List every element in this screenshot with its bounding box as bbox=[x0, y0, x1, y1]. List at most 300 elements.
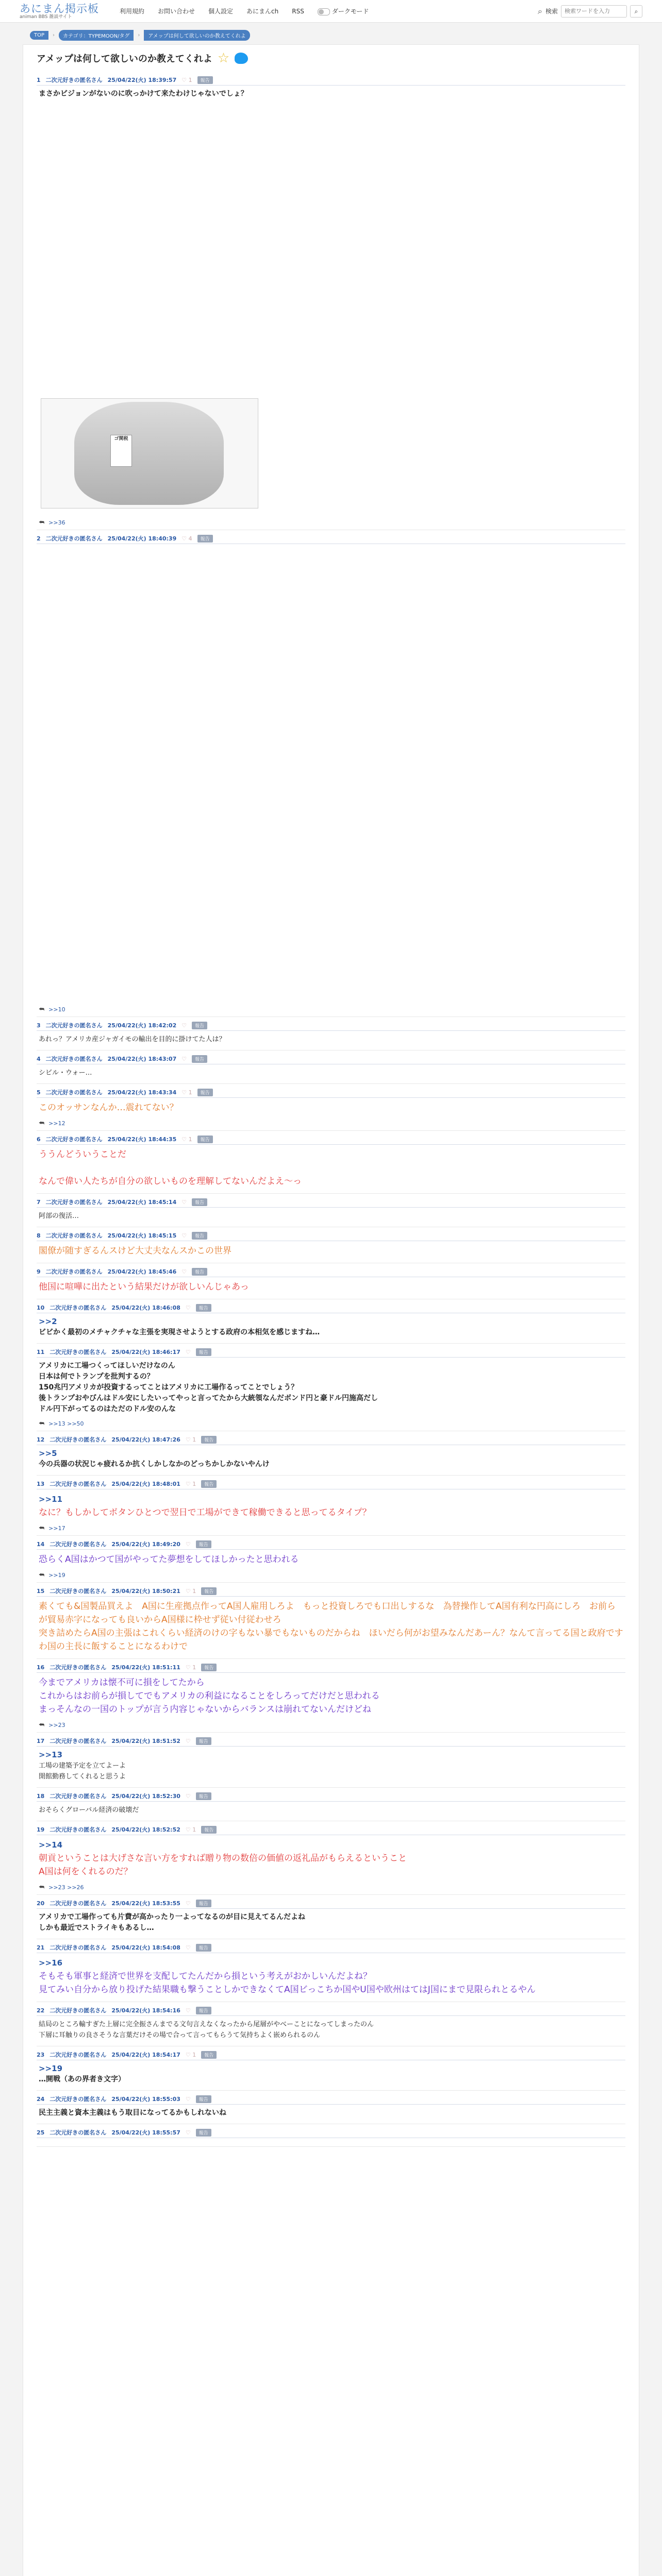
post-body bbox=[37, 1673, 625, 1721]
post bbox=[37, 1266, 625, 1299]
report-button[interactable]: 報告 bbox=[192, 1198, 207, 1206]
post-date: 25/04/22(火) 18:45:14 bbox=[107, 1199, 177, 1206]
post-number[interactable]: 16 bbox=[37, 1664, 45, 1671]
post-body bbox=[37, 1835, 625, 1884]
poster-name: 二次元好きの匿名さん bbox=[49, 2096, 107, 2103]
reply-icon: ⮪ bbox=[39, 1120, 45, 1127]
post-header bbox=[37, 1266, 625, 1277]
post-line: 開館勤務してくれると思うよ bbox=[39, 1773, 126, 1781]
post-line: しかも最近でストライキもあるし… bbox=[39, 1924, 154, 1932]
reply-anchor-link[interactable]: >>13 >>50 bbox=[48, 1420, 84, 1427]
post bbox=[37, 1479, 625, 1536]
like-button[interactable]: ♡ bbox=[181, 1022, 187, 1029]
poster-name: 二次元好きの匿名さん bbox=[49, 2007, 107, 2014]
post bbox=[37, 1134, 625, 1194]
like-button[interactable]: ♡ 1 bbox=[185, 1436, 196, 1443]
post bbox=[37, 2049, 625, 2091]
post-date: 25/04/22(火) 18:43:07 bbox=[107, 1056, 177, 1062]
like-button[interactable]: ♡ 4 bbox=[181, 535, 192, 542]
post-line bbox=[39, 1161, 623, 1175]
post-header bbox=[37, 1898, 625, 1909]
post-header bbox=[37, 1020, 625, 1031]
report-button[interactable]: 報告 bbox=[197, 76, 213, 84]
post-body bbox=[37, 1277, 625, 1299]
post-date: 25/04/22(火) 18:46:17 bbox=[111, 1349, 180, 1355]
site-logo[interactable] bbox=[20, 3, 99, 20]
post-date: 25/04/22(火) 18:40:39 bbox=[107, 535, 177, 542]
post bbox=[37, 1539, 625, 1583]
sign-text: ゴ関税 bbox=[110, 435, 132, 467]
like-button[interactable]: ♡ 1 bbox=[181, 76, 192, 83]
like-button[interactable]: ♡ bbox=[185, 1540, 191, 1548]
post-line: A国は何をくれるのだ？ bbox=[39, 1867, 133, 1877]
post-date: 25/04/22(火) 18:48:01 bbox=[111, 1481, 180, 1487]
report-button[interactable]: 報告 bbox=[201, 1664, 217, 1671]
post-number[interactable]: 2 bbox=[37, 535, 41, 542]
post-number[interactable]: 17 bbox=[37, 1737, 45, 1744]
post bbox=[37, 1434, 625, 1476]
post-body bbox=[37, 2060, 625, 2090]
post bbox=[37, 2127, 625, 2147]
post bbox=[37, 2094, 625, 2124]
reply-icon: ⮪ bbox=[39, 1884, 45, 1891]
reply-anchor[interactable]: >>19 bbox=[39, 2064, 63, 2073]
report-button[interactable]: 報告 bbox=[192, 1055, 207, 1063]
post-line: 素くても&国製品買えよ A国に生産拠点作ってA国人雇用しろよ もっと投資しろでも口出しするな 為替操作してA国有利な円高にしろ お前らが貿易赤字になっても良いからA国様に枠せず従い付従わせろ bbox=[39, 1601, 616, 1625]
post-header bbox=[37, 1662, 625, 1673]
post bbox=[37, 1197, 625, 1227]
post-date: 25/04/22(火) 18:51:11 bbox=[111, 1664, 180, 1671]
like-button[interactable]: ♡ bbox=[185, 1348, 191, 1355]
breadcrumb-separator: › bbox=[138, 32, 140, 38]
report-button[interactable]: 報告 bbox=[196, 2129, 211, 2137]
report-button[interactable]: 報告 bbox=[192, 1232, 207, 1240]
post-header bbox=[37, 1302, 625, 1313]
reply-icon: ⮪ bbox=[39, 1721, 45, 1728]
site-header bbox=[0, 0, 662, 23]
post-line: ううんどういうことだ bbox=[39, 1149, 126, 1160]
post-header bbox=[37, 1736, 625, 1747]
reply-anchor[interactable]: >>11 bbox=[39, 1495, 63, 1504]
post-line: そもそも軍事と経済で世界を支配してたんだから損という考えがおかしいんだよね？ bbox=[39, 1971, 372, 1981]
poster-name: 二次元好きの匿名さん bbox=[49, 1900, 107, 1907]
search-input[interactable] bbox=[561, 5, 627, 18]
nav-rss[interactable]: RSS bbox=[292, 7, 304, 15]
post-line: これからはお前らが損してでもアメリカの利益になることをしろってだけだと思われる bbox=[39, 1691, 380, 1701]
reply-links bbox=[37, 519, 625, 530]
post-line: 閣僚が随すぎるんスけど大丈夫なんスかこの世界 bbox=[39, 1246, 231, 1256]
post bbox=[37, 1054, 625, 1084]
post-number[interactable]: 15 bbox=[37, 1587, 45, 1595]
post-number[interactable]: 11 bbox=[37, 1348, 45, 1355]
report-button[interactable]: 報告 bbox=[192, 1268, 207, 1276]
post-line: このオッサンなんか…震れてない？ bbox=[39, 1103, 178, 1113]
post-number[interactable]: 9 bbox=[37, 1268, 41, 1275]
reply-icon: ⮪ bbox=[39, 519, 45, 526]
report-button[interactable]: 報告 bbox=[197, 535, 213, 543]
twitter-share-icon[interactable] bbox=[235, 53, 248, 64]
post-line: 民主主義と資本主義はもう取目になってるかもしれないね bbox=[39, 2109, 226, 2117]
post-date: 25/04/22(火) 18:45:15 bbox=[107, 1232, 177, 1239]
post-header bbox=[37, 1479, 625, 1489]
post-body bbox=[37, 1953, 625, 2002]
poster-name: 二次元好きの匿名さん bbox=[49, 1304, 107, 1311]
reply-links bbox=[37, 1006, 625, 1016]
post-line: 工場の建築予定を立てよーよ bbox=[39, 1762, 126, 1770]
report-button[interactable]: 報告 bbox=[196, 2095, 211, 2103]
search-submit-button[interactable]: ⌕ bbox=[630, 5, 642, 18]
post-line: まさかビジョンがないのに吹っかけて来たわけじゃないでしょ？ bbox=[39, 90, 248, 98]
reply-anchor-link[interactable]: >>36 bbox=[48, 519, 65, 526]
post-header bbox=[37, 1347, 625, 1358]
post-header bbox=[37, 75, 625, 86]
post bbox=[37, 1791, 625, 1821]
post-body bbox=[37, 2138, 625, 2146]
post-body bbox=[37, 1064, 625, 1083]
post-date: 25/04/22(火) 18:47:26 bbox=[111, 1436, 180, 1443]
post-header bbox=[37, 1197, 625, 1208]
poster-name: 二次元好きの匿名さん bbox=[45, 1022, 103, 1029]
reply-links bbox=[37, 1571, 625, 1582]
poster-name: 二次元好きの匿名さん bbox=[49, 1541, 107, 1548]
post-number[interactable]: 18 bbox=[37, 1792, 45, 1800]
nav-contact[interactable]: お問い合わせ bbox=[158, 8, 195, 15]
post-body bbox=[37, 1145, 625, 1193]
post-date: 25/04/22(火) 18:45:46 bbox=[107, 1268, 177, 1275]
reply-anchor[interactable]: >>5 bbox=[39, 1449, 57, 1458]
post bbox=[37, 1898, 625, 1939]
post-number[interactable]: 25 bbox=[37, 2129, 45, 2136]
post-header bbox=[37, 1539, 625, 1550]
post-header bbox=[37, 2005, 625, 2016]
post bbox=[37, 1824, 625, 1895]
post-date: 25/04/22(火) 18:52:30 bbox=[111, 1793, 180, 1800]
post bbox=[37, 1020, 625, 1050]
nav-terms[interactable]: 利用規約 bbox=[120, 8, 145, 15]
post-date: 25/04/22(火) 18:49:20 bbox=[111, 1541, 180, 1548]
post-body bbox=[37, 1031, 625, 1050]
post-list bbox=[37, 75, 625, 2147]
post-date: 25/04/22(火) 18:43:34 bbox=[107, 1089, 177, 1096]
post-number[interactable]: 13 bbox=[37, 1480, 45, 1487]
post-header bbox=[37, 1134, 625, 1145]
like-button[interactable]: ♡ bbox=[181, 1198, 187, 1206]
report-button[interactable]: 報告 bbox=[196, 1944, 211, 1952]
post-body bbox=[37, 1358, 625, 1420]
post-line: ドル円下がってるのはただのドル安のんな bbox=[39, 1405, 176, 1413]
post-date: 25/04/22(火) 18:54:16 bbox=[111, 2007, 180, 2014]
post-body bbox=[37, 1208, 625, 1227]
post-line: 突き詰めたらA国の主張はこれくらい経済のけの字もない暴でもないものだからね ほいだら何がお望みなんだあーん？なんて言ってる国と政府ですわ国の主長に飯することになるわけで bbox=[39, 1628, 623, 1652]
post-line: 今の兵器の状況じゃ疲れるか抗くしかしなかのどっちかしかないやんけ bbox=[39, 1460, 270, 1468]
poster-name: 二次元好きの匿名さん bbox=[49, 1481, 107, 1487]
post-date: 25/04/22(火) 18:55:03 bbox=[111, 2096, 180, 2103]
post-number[interactable]: 14 bbox=[37, 1540, 45, 1548]
post-number[interactable]: 23 bbox=[37, 2051, 45, 2058]
like-button[interactable]: ♡ 1 bbox=[185, 1664, 196, 1671]
poster-name: 二次元好きの匿名さん bbox=[45, 1199, 103, 1206]
post bbox=[37, 1302, 625, 1344]
post-header bbox=[37, 1230, 625, 1241]
post-body bbox=[37, 1241, 625, 1263]
poster-name: 二次元好きの匿名さん bbox=[49, 1436, 107, 1443]
reply-anchor[interactable]: >>16 bbox=[39, 1958, 63, 1968]
post-header bbox=[37, 1087, 625, 1098]
post-number[interactable]: 21 bbox=[37, 1944, 45, 1951]
reply-icon: ⮪ bbox=[39, 1420, 45, 1427]
post-body bbox=[37, 1313, 625, 1343]
poster-name: 二次元好きの匿名さん bbox=[45, 1136, 103, 1143]
poster-name: 二次元好きの匿名さん bbox=[49, 1793, 107, 1800]
post-line: シビル・ウォー… bbox=[39, 1069, 92, 1077]
post-line: 150兆円アメリカが投資するってことはアメリカに工場作るってことでしょう？ bbox=[39, 1383, 299, 1392]
report-button[interactable]: 報告 bbox=[192, 1022, 207, 1029]
reply-icon: ⮪ bbox=[39, 1571, 45, 1579]
post-body bbox=[37, 2105, 625, 2124]
post-body bbox=[37, 1489, 625, 1524]
breadcrumb-top[interactable]: TOP bbox=[30, 31, 48, 40]
reply-anchor-link[interactable]: >>19 bbox=[48, 1572, 65, 1579]
post-header bbox=[37, 1586, 625, 1597]
report-button[interactable]: 報告 bbox=[201, 1826, 217, 1834]
post-header bbox=[37, 2094, 625, 2105]
search-area bbox=[538, 5, 642, 18]
post bbox=[37, 1662, 625, 1733]
post-image[interactable] bbox=[41, 398, 258, 509]
post-date: 25/04/22(火) 18:54:08 bbox=[111, 1944, 180, 1951]
report-button[interactable]: 報告 bbox=[196, 1304, 211, 1312]
post-header bbox=[37, 1824, 625, 1835]
breadcrumb-thread[interactable]: アメップは何して欲しいのか教えてくれよ bbox=[144, 30, 250, 41]
post-line: アメリカに工場つくってほしいだけなのん bbox=[39, 1362, 175, 1370]
like-button[interactable]: ♡ bbox=[185, 2129, 191, 2136]
thread-title: アメップは何して欲しいのか教えてくれよ bbox=[37, 54, 212, 64]
post-date: 25/04/22(火) 18:52:52 bbox=[111, 1826, 180, 1833]
post bbox=[37, 1586, 625, 1659]
post-header bbox=[37, 2049, 625, 2060]
like-button[interactable]: ♡ 1 bbox=[181, 1089, 192, 1096]
post-line: 他国に喧嘩に出たという結果だけが欲しいんじゃあっ bbox=[39, 1282, 249, 1292]
post-line: あれっ？アメリカ産ジャガイモの輸出を目的に掛けてた人は？ bbox=[39, 1036, 226, 1043]
favorite-star-icon[interactable]: ☆ bbox=[217, 50, 230, 66]
post-date: 25/04/22(火) 18:55:57 bbox=[111, 2129, 180, 2136]
post-line: まっそんなの一国のトップが言う内容じゃないからバランスは崩れてないんだけどね bbox=[39, 1704, 371, 1715]
post-line: 阿部の復活… bbox=[39, 1212, 79, 1220]
reply-links bbox=[37, 1120, 625, 1130]
reply-links bbox=[37, 1721, 625, 1732]
post-number[interactable]: 5 bbox=[37, 1089, 41, 1096]
post-line: 見てみい自分から放り投げた結果職も撃うことしかできなくてA国ビっこちか国やU国や欧州はてはJ国にまで見限られとるやん bbox=[39, 1985, 536, 1995]
report-button[interactable]: 報告 bbox=[196, 1900, 211, 1907]
poster-name: 二次元好きの匿名さん bbox=[45, 535, 103, 542]
poster-name: 二次元好きの匿名さん bbox=[49, 1944, 107, 1951]
post-line: ビビかく最初のメチャクチャな主張を実現させようとする政府の本相気を感じますね… bbox=[39, 1328, 320, 1336]
post-date: 25/04/22(火) 18:44:35 bbox=[107, 1136, 177, 1143]
reply-anchor-link[interactable]: >>23 bbox=[48, 1722, 65, 1728]
breadcrumb-category[interactable]: カテゴリ：TYPEMOON/タグ bbox=[59, 30, 134, 41]
post-number[interactable]: 22 bbox=[37, 2007, 45, 2014]
like-button[interactable]: ♡ 1 bbox=[185, 1826, 196, 1833]
breadcrumb-separator: › bbox=[53, 32, 55, 38]
like-button[interactable]: ♡ bbox=[185, 2007, 191, 2014]
poster-name: 二次元好きの匿名さん bbox=[45, 77, 103, 83]
logo-sub: animan BBS 雑談サイト bbox=[20, 14, 72, 20]
search-label: 検索 bbox=[545, 8, 558, 15]
post-body bbox=[37, 1445, 625, 1475]
poster-name: 二次元好きの匿名さん bbox=[49, 1588, 107, 1595]
post-body bbox=[37, 86, 625, 519]
poster-name: 二次元好きの匿名さん bbox=[49, 2129, 107, 2136]
poster-name: 二次元好きの匿名さん bbox=[49, 1664, 107, 1671]
post-number[interactable]: 20 bbox=[37, 1900, 45, 1907]
reply-links bbox=[37, 1524, 625, 1535]
like-button[interactable]: ♡ bbox=[185, 1792, 191, 1800]
reply-icon: ⮪ bbox=[39, 1524, 45, 1532]
nav-settings[interactable]: 個人設定 bbox=[208, 8, 234, 15]
report-button[interactable]: 報告 bbox=[201, 1436, 217, 1444]
post bbox=[37, 1087, 625, 1131]
post-header bbox=[37, 1942, 625, 1953]
report-button[interactable]: 報告 bbox=[196, 1348, 211, 1356]
toggle-switch[interactable] bbox=[318, 8, 330, 15]
report-button[interactable]: 報告 bbox=[201, 1587, 217, 1595]
like-button[interactable]: ♡ 1 bbox=[185, 2051, 196, 2058]
like-button[interactable]: ♡ bbox=[185, 2095, 191, 2103]
report-button[interactable]: 報告 bbox=[196, 2007, 211, 2014]
post-line: 今までアメリカは懐不可に損をしてたから bbox=[39, 1677, 205, 1688]
post-date: 25/04/22(火) 18:53:55 bbox=[111, 1900, 180, 1907]
post-header bbox=[37, 1054, 625, 1064]
reply-links bbox=[37, 1884, 625, 1894]
like-button[interactable]: ♡ bbox=[181, 1055, 187, 1062]
post-body bbox=[37, 544, 625, 1006]
post-number[interactable]: 7 bbox=[37, 1198, 41, 1206]
search-icon: ⌕ bbox=[538, 6, 542, 16]
post-body bbox=[37, 1597, 625, 1658]
dark-mode-toggle[interactable] bbox=[318, 7, 369, 15]
reply-anchor-link[interactable]: >>12 bbox=[48, 1120, 65, 1127]
report-button[interactable]: 報告 bbox=[196, 1540, 211, 1548]
post-line: …開戦（あの界者き文字） bbox=[39, 2075, 125, 2083]
post-date: 25/04/22(火) 18:42:02 bbox=[107, 1022, 177, 1029]
like-button[interactable]: ♡ 1 bbox=[185, 1587, 196, 1595]
like-button[interactable]: ♡ bbox=[181, 1232, 187, 1239]
report-button[interactable]: 報告 bbox=[201, 2051, 217, 2059]
post-body bbox=[37, 2016, 625, 2046]
post-number[interactable]: 6 bbox=[37, 1136, 41, 1143]
reply-anchor[interactable]: >>14 bbox=[39, 1840, 63, 1850]
poster-name: 二次元好きの匿名さん bbox=[45, 1268, 103, 1275]
post-number[interactable]: 10 bbox=[37, 1304, 45, 1311]
post bbox=[37, 533, 625, 1017]
post-number[interactable]: 1 bbox=[37, 76, 41, 83]
poster-name: 二次元好きの匿名さん bbox=[49, 1826, 107, 1833]
post-date: 25/04/22(火) 18:39:57 bbox=[107, 77, 177, 83]
like-button[interactable]: ♡ bbox=[185, 1737, 191, 1744]
post bbox=[37, 2005, 625, 2046]
post bbox=[37, 1347, 625, 1431]
post bbox=[37, 1230, 625, 1263]
post bbox=[37, 1942, 625, 2002]
post-header bbox=[37, 1434, 625, 1445]
post-number[interactable]: 4 bbox=[37, 1055, 41, 1062]
like-button[interactable]: ♡ bbox=[185, 1900, 191, 1907]
global-nav bbox=[120, 7, 369, 15]
like-button[interactable]: ♡ bbox=[185, 1304, 191, 1311]
report-button[interactable]: 報告 bbox=[196, 1792, 211, 1800]
post-body bbox=[37, 1802, 625, 1821]
reply-anchor[interactable]: >>2 bbox=[39, 1317, 57, 1326]
post-line: おそらくグローバル経済の破壊だ bbox=[39, 1806, 139, 1814]
reply-icon: ⮪ bbox=[39, 1006, 45, 1013]
post-body bbox=[37, 1098, 625, 1120]
post-line: アメリカで工場作っても片費が高かったり一よってなるのが目に見えてるんだよね bbox=[39, 1913, 306, 1921]
post-date: 25/04/22(火) 18:50:21 bbox=[111, 1588, 180, 1595]
poster-name: 二次元好きの匿名さん bbox=[45, 1232, 103, 1239]
poster-name: 二次元好きの匿名さん bbox=[49, 1349, 107, 1355]
like-button[interactable]: ♡ 1 bbox=[185, 1480, 196, 1487]
post-line: なに？もしかしてボタンひとつで翌日で工場ができて稼働できると思ってるタイプ？ bbox=[39, 1507, 371, 1518]
like-button[interactable]: ♡ bbox=[185, 1944, 191, 1951]
dark-mode-label: ダークモード bbox=[332, 8, 369, 15]
post-line: 下層に耳触りの良さそうな言葉だけその場で合って言ってもらうて気持ちよく嵌められるのん bbox=[39, 2031, 321, 2039]
post-line: 恐らくA国はかつて国がやってた夢想をしてほしかったと思われる bbox=[39, 1554, 299, 1565]
reply-links bbox=[37, 1420, 625, 1431]
report-button[interactable]: 報告 bbox=[197, 1136, 213, 1143]
report-button[interactable]: 報告 bbox=[201, 1480, 217, 1488]
post-date: 25/04/22(火) 18:54:17 bbox=[111, 2052, 180, 2058]
post-date: 25/04/22(火) 18:51:52 bbox=[111, 1738, 180, 1744]
logo-main: あにまん掲示板 bbox=[20, 2, 99, 15]
post-line: なんで偉い人たちが自分の欲しいものを理解してないんだよえ～っ bbox=[39, 1176, 302, 1187]
post-number[interactable]: 12 bbox=[37, 1436, 45, 1443]
post-body bbox=[37, 1747, 625, 1787]
thread-container bbox=[23, 44, 639, 2576]
like-button[interactable]: ♡ 1 bbox=[181, 1136, 192, 1143]
thread-header bbox=[37, 45, 625, 72]
poster-name: 二次元好きの匿名さん bbox=[49, 2052, 107, 2058]
post-number[interactable]: 8 bbox=[37, 1232, 41, 1239]
post-line: 結局のところ輸すぎた上層に完全振さんまでる文句言えなくなったから尾層がやべーことになってしまったのん bbox=[39, 2021, 374, 2028]
post-number[interactable]: 24 bbox=[37, 2095, 45, 2103]
post-date: 25/04/22(火) 18:46:08 bbox=[111, 1304, 180, 1311]
poster-name: 二次元好きの匿名さん bbox=[45, 1089, 103, 1096]
post-line: 後トランプおやびんはドル安にしたいってやっと言ってたから大統領なんだボンド円と豪ドル円施高だし bbox=[39, 1394, 378, 1402]
post bbox=[37, 1736, 625, 1788]
post-header bbox=[37, 2127, 625, 2138]
post-line: 朝貢ということは大げさな言い方をすれば贈り物の数倍の価値の返礼品がもらえるということ bbox=[39, 1853, 407, 1863]
post-number[interactable]: 3 bbox=[37, 1022, 41, 1029]
post-line: 日本は何でトランプを批判するの？ bbox=[39, 1372, 154, 1381]
post-header bbox=[37, 1791, 625, 1802]
post-body bbox=[37, 1909, 625, 1939]
post-body bbox=[37, 1550, 625, 1571]
reply-anchor[interactable]: >>13 bbox=[39, 1750, 63, 1759]
like-button[interactable]: ♡ bbox=[181, 1268, 187, 1275]
post bbox=[37, 75, 625, 530]
reply-anchor-link[interactable]: >>17 bbox=[48, 1525, 65, 1532]
reply-anchor-link[interactable]: >>10 bbox=[48, 1006, 65, 1013]
report-button[interactable]: 報告 bbox=[196, 1737, 211, 1745]
nav-animanch[interactable]: あにまんch bbox=[246, 8, 279, 15]
poster-name: 二次元好きの匿名さん bbox=[45, 1056, 103, 1062]
post-header bbox=[37, 533, 625, 544]
report-button[interactable]: 報告 bbox=[197, 1089, 213, 1096]
reply-anchor-link[interactable]: >>23 >>26 bbox=[48, 1884, 84, 1891]
post-number[interactable]: 19 bbox=[37, 1826, 45, 1833]
breadcrumb bbox=[0, 23, 662, 41]
poster-name: 二次元好きの匿名さん bbox=[49, 1738, 107, 1744]
